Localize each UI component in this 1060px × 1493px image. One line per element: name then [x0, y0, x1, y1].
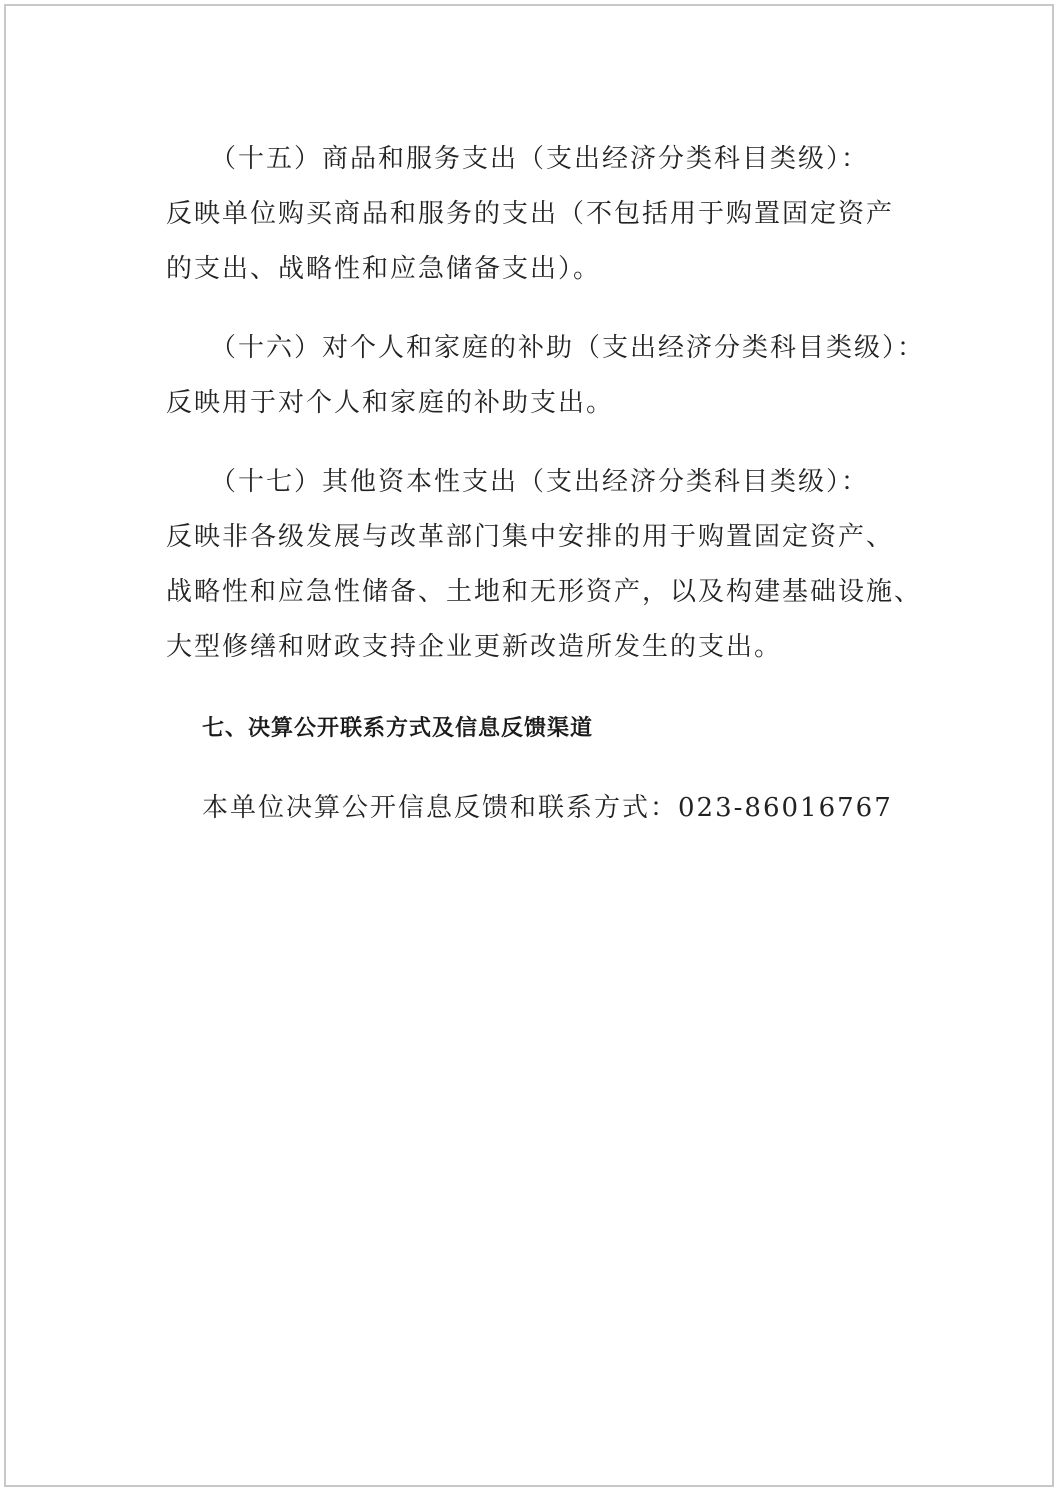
section-fifteen-title: （十五）商品和服务支出（支出经济分类科目类级）：: [210, 144, 870, 174]
section-heading: 七、决算公开联系方式及信息反馈渠道: [202, 716, 594, 741]
contact-phone: 023-86016767: [678, 793, 893, 823]
section-fifteen-text-1: 反映单位购买商品和服务的支出（不包括用于购置固定资产: [166, 199, 895, 229]
section-seventeen-title: （十七）其他资本性支出（支出经济分类科目类级）：: [210, 467, 870, 497]
section-seventeen: [166, 455, 923, 675]
section-sixteen-text-1: 反映用于对个人和家庭的补助支出。: [166, 388, 615, 418]
section-sixteen: [166, 321, 926, 431]
section-seventeen-text-2: 战略性和应急性储备、土地和无形资产，以及构建基础设施、: [166, 577, 923, 607]
contact-label: 本单位决算公开信息反馈和联系方式：: [202, 793, 679, 823]
contact-line: [202, 788, 893, 828]
section-seventeen-text-1: 反映非各级发展与改革部门集中安排的用于购置固定资产、: [166, 522, 895, 552]
section-sixteen-title: （十六）对个人和家庭的补助（支出经济分类科目类级）：: [210, 333, 926, 363]
section-fifteen-text-2: 的支出、战略性和应急储备支出）。: [166, 254, 602, 284]
section-fifteen: [166, 132, 906, 297]
section-seventeen-text-3: 大型修缮和财政支持企业更新改造所发生的支出。: [166, 632, 783, 662]
